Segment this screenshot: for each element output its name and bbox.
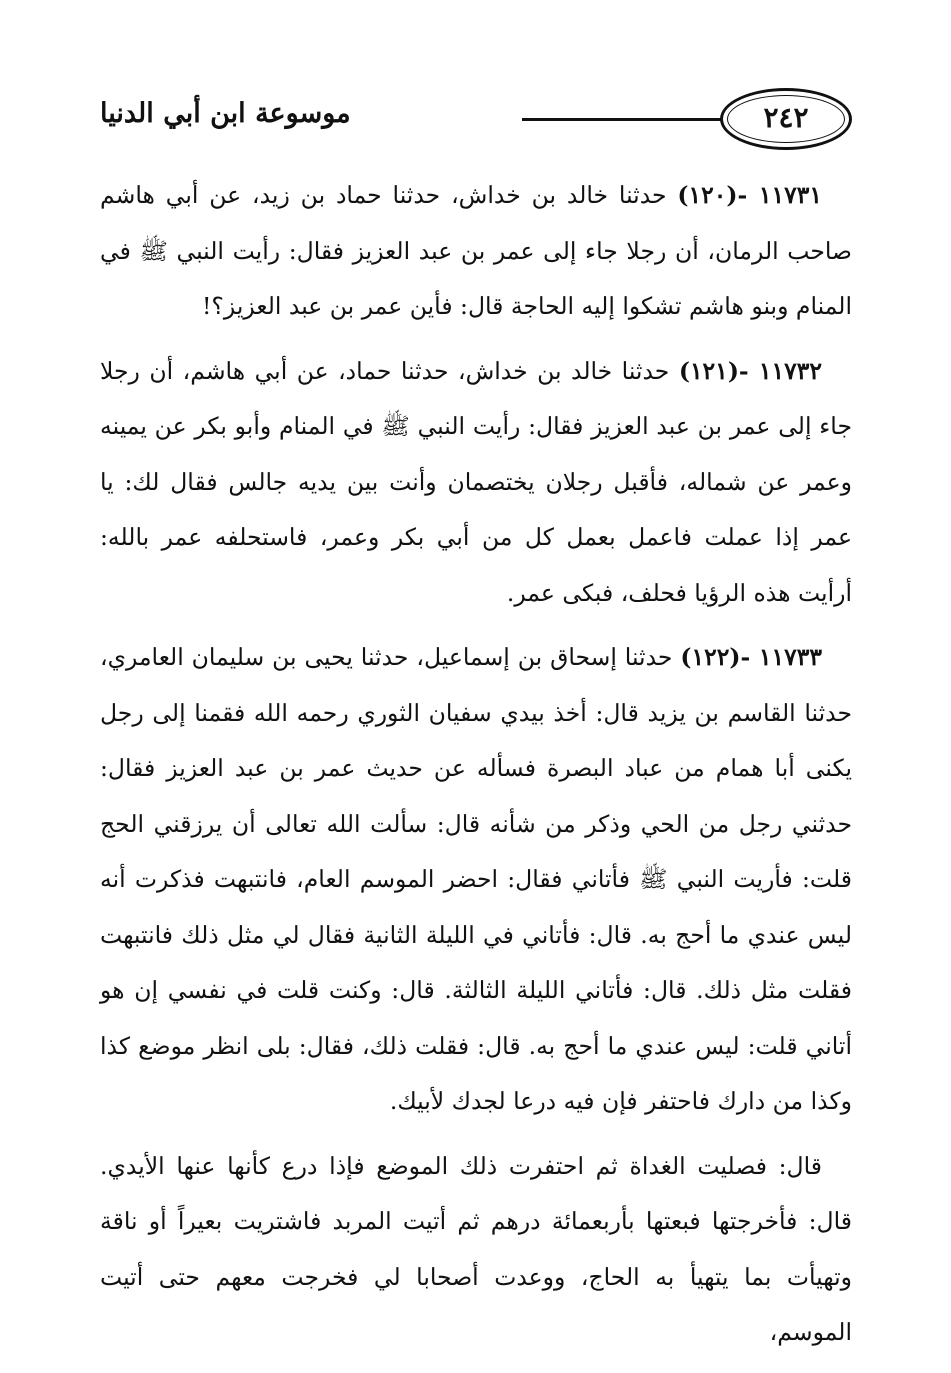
- hadith-number: ١١٧٣٢ -(١٢١): [678, 356, 822, 385]
- continuation-paragraph: [100, 1139, 852, 1361]
- hadith-text: حدثنا إسحاق بن إسماعيل، حدثنا يحيى بن سليمان العامري، حدثنا القاسم بن يزيد قال: أخذ بيدي سفيان الثوري رحمه الله فقمنا إلى رجل يكنى أبا همام من عباد البصرة فسأله عن حديث عمر بن عبد العزيز فقال: حدثني رجل من الحي وذكر من شأنه قال: سألت الله تعالى أن يرزقني الحج قلت: فأريت النبي ﷺ فأتاني فقال: احضر الموسم العام، فانتبهت فذكرت أنه ليس عندي ما أحج به. قال: فأتاني في الليلة الثانية فقال لي مثل ذلك فانتبهت فقلت مثل ذلك. قال: فأتاني الليلة الثالثة. قال: وكنت قلت في نفسي إن هو أتاني قلت: ليس عندي ما أحج به. قال: فقلت ذلك، فقال: بلى انظر موضع كذا وكذا من دارك فاحتفر فإن فيه درعا لجدك لأبيك.: [100, 643, 852, 1115]
- hadith-paragraph: [100, 630, 852, 1130]
- header-rule: [522, 118, 722, 121]
- running-header: [100, 88, 852, 160]
- hadith-paragraph: [100, 344, 852, 622]
- hadith-paragraph: [100, 168, 852, 335]
- hadith-text: حدثنا خالد بن خداش، حدثنا حماد، عن أبي هاشم، أن رجلا جاء إلى عمر بن عبد العزيز فقال: رأيت النبي ﷺ في المنام وأبو بكر عن يمينه وعمر عن شماله، فأقبل رجلان يختصمان وأنت بين يديه جالس فقال لك: يا عمر إذا عملت فاعمل بعمل كل من أبي بكر وعمر، فاستحلفه عمر بالله: أرأيت هذه الرؤيا فحلف، فبكى عمر.: [100, 356, 852, 607]
- hadith-text: حدثنا خالد بن خداش، حدثنا حماد بن زيد، عن أبي هاشم صاحب الرمان، أن رجلا جاء إلى عمر بن عبد العزيز فقال: رأيت النبي ﷺ في المنام وبنو هاشم تشكوا إليه الحاجة قال: فأين عمر بن عبد العزيز؟!: [100, 181, 852, 320]
- paragraph-text: قال: فصليت الغداة ثم احتفرت ذلك الموضع فإذا درع كأنها عنها الأيدي. قال: فأخرجتها فبعتها بأربعمائة درهم ثم أتيت المربد فاشتريت بعيراً أو ناقة وتهيأت بما يتهيأ به الحاج، ووعدت أصحابا لي فخرجت معهم حتى أتيت الموسم،: [100, 1151, 852, 1346]
- body-text: [100, 168, 852, 1370]
- hadith-number: ١١٧٣١ -(١٢٠): [677, 181, 822, 209]
- page-number-frame: [720, 88, 852, 150]
- book-title: موسوعة ابن أبي الدنيا: [100, 98, 351, 129]
- hadith-number: ١١٧٣٣ -(١٢٢): [680, 643, 823, 671]
- page-number: ٢٤٢: [763, 101, 809, 134]
